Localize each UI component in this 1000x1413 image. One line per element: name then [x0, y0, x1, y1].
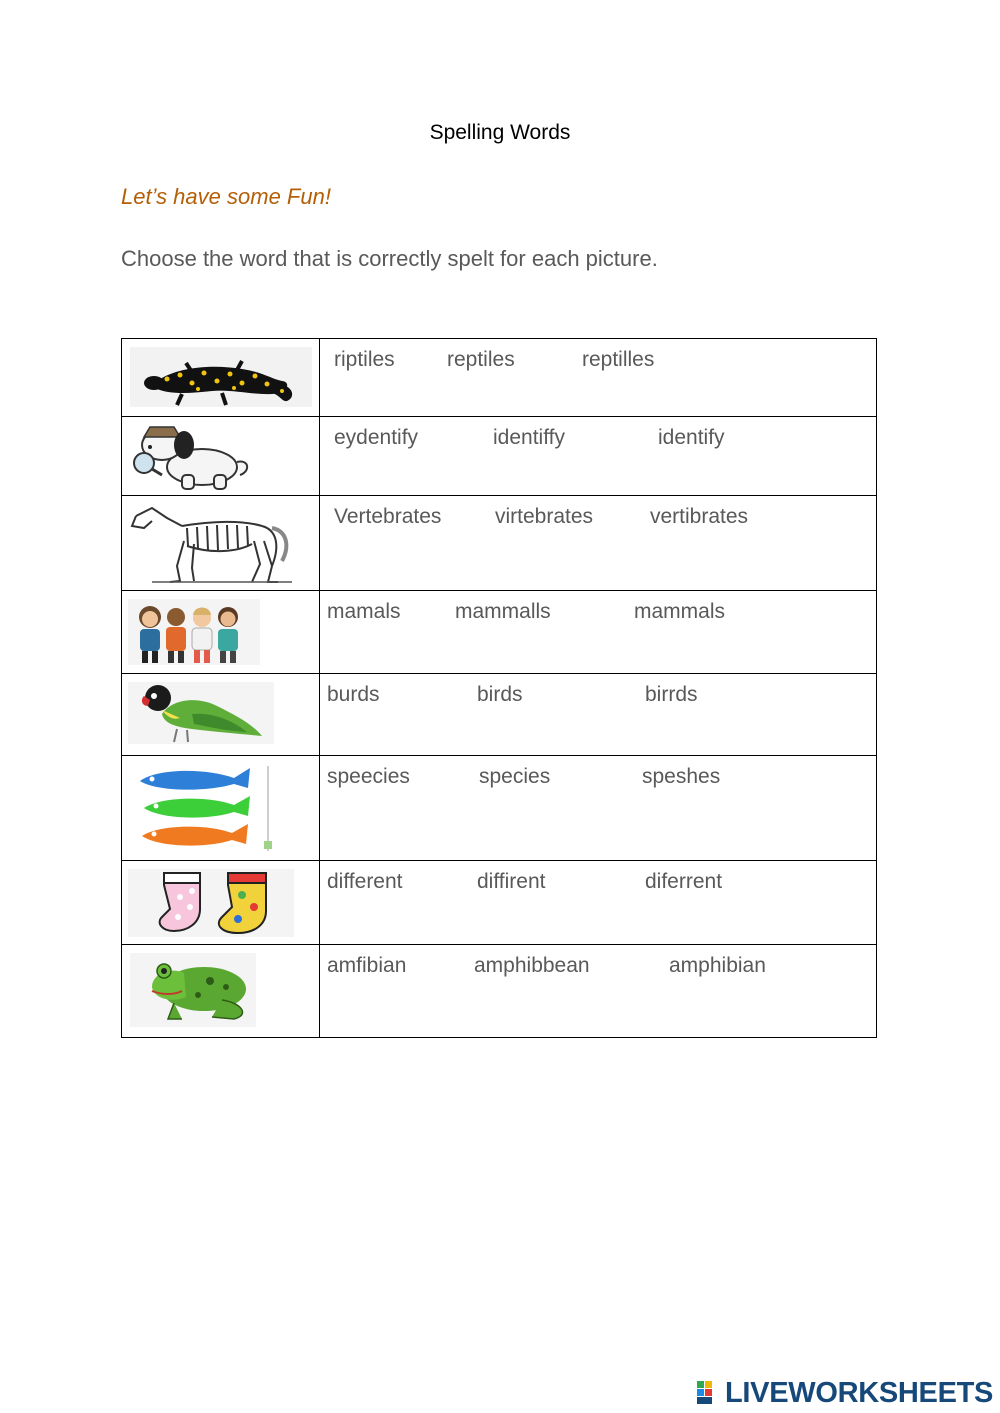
- table-row: [122, 339, 877, 417]
- spelling-table: [121, 338, 877, 1038]
- word-option[interactable]: identify: [658, 426, 725, 449]
- word-option[interactable]: Vertebrates: [334, 505, 442, 528]
- frog-icon: [122, 945, 319, 1036]
- table-row: [122, 756, 877, 861]
- word-option[interactable]: different: [327, 870, 403, 893]
- parrot-icon: [122, 674, 319, 754]
- salamander-icon: [122, 339, 319, 415]
- word-option[interactable]: amphibian: [669, 954, 766, 977]
- fish-icon: [122, 756, 319, 859]
- word-option[interactable]: identiffy: [493, 426, 565, 449]
- word-option[interactable]: reptilles: [582, 348, 655, 371]
- word-option[interactable]: speshes: [642, 765, 721, 788]
- word-option[interactable]: species: [479, 765, 551, 788]
- word-option[interactable]: amfibian: [327, 954, 407, 977]
- word-option[interactable]: diferrent: [645, 870, 723, 893]
- socks-icon: [122, 861, 319, 943]
- instructions: Choose the word that is correctly spelt for each picture.: [121, 246, 658, 271]
- table-row: [122, 861, 877, 945]
- subtitle: Let’s have some Fun!: [121, 184, 331, 209]
- word-option[interactable]: eydentify: [334, 426, 419, 449]
- word-option[interactable]: riptiles: [334, 348, 395, 371]
- logo-text: LIVEWORKSHEETS: [725, 1376, 994, 1409]
- word-option[interactable]: diffirent: [477, 870, 546, 893]
- word-option[interactable]: burds: [327, 683, 380, 706]
- liveworksheets-logo: [697, 1376, 993, 1410]
- table-row: [122, 417, 877, 496]
- word-option[interactable]: reptiles: [447, 348, 515, 371]
- detective-dog-icon: [122, 417, 319, 494]
- word-option[interactable]: virtebrates: [495, 505, 594, 528]
- table-row: [122, 496, 877, 591]
- word-option[interactable]: vertibrates: [650, 505, 749, 528]
- word-option[interactable]: mamals: [327, 600, 401, 623]
- table-row: [122, 674, 877, 756]
- word-option[interactable]: mammals: [634, 600, 726, 623]
- people-group-icon: [122, 591, 319, 672]
- table-row: [122, 591, 877, 674]
- table-row: [122, 945, 877, 1038]
- page-title: Spelling Words: [429, 121, 571, 144]
- word-option[interactable]: birrds: [645, 683, 698, 706]
- word-option[interactable]: speecies: [327, 765, 410, 788]
- logo-mark-icon: [697, 1381, 721, 1405]
- word-option[interactable]: amphibbean: [474, 954, 590, 977]
- horse-skeleton-icon: [122, 496, 319, 589]
- word-option[interactable]: birds: [477, 683, 523, 706]
- word-option[interactable]: mammalls: [455, 600, 551, 623]
